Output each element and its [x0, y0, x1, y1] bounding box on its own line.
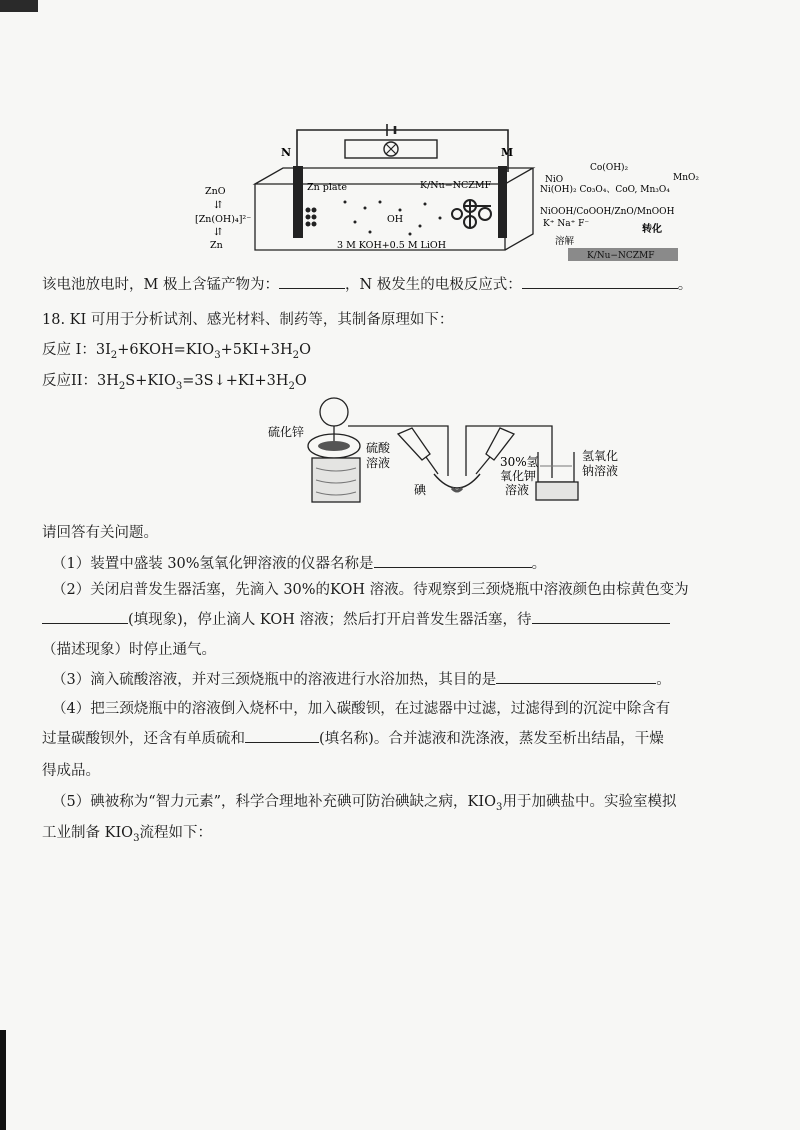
oh-label: OH [387, 214, 404, 225]
zn-dots [306, 208, 317, 227]
electrolyte-label: 3 M KOH+0.5 M LiOH [337, 240, 446, 251]
scan-edge-mark [0, 1030, 6, 1130]
naoh-label-1: 氢氧化 [582, 449, 619, 463]
q18-part5-b: 工业制备 $KIO_3$流程如下： [42, 825, 213, 844]
svg-text:⇵: ⇵ [214, 200, 223, 211]
left-zno: ZnO [205, 186, 226, 197]
q18-part2-c: （描述现象）时停止通气。 [42, 642, 216, 658]
zn-electrode [293, 166, 303, 238]
q18-part5-a: （5）碘被称为“智力元素”，科学合理地补充碘可防治碘缺之病，$KIO_3$用于加碘盐中。实验室模拟 [52, 794, 677, 813]
battery-diagram [195, 122, 710, 272]
knu-label: K/Nu−NCZMF [420, 180, 492, 191]
right-rongjie: 溶解 [555, 236, 575, 247]
answer-blank [42, 609, 128, 624]
catalyst-structure [452, 200, 491, 228]
q17-tail-line: 该电池放电时，M 极上含锰产物为： ，N 极发生的电极反应式： 。 [42, 273, 692, 294]
right-mno2: MnO₂ [673, 173, 699, 183]
zns-label: 硫化锌 [268, 425, 305, 439]
q18-part2-b: (填现象)，停止滴人 KOH 溶液；然后打开启普发生器活塞，待 [42, 608, 670, 629]
reaction-1: 反应 I：$3I_2+6KOH=KIO_3+5KI+3H_2O$ [42, 342, 311, 361]
beaker [538, 452, 574, 482]
q18-part1: （1）装置中盛装 30%氢氧化钾溶液的仪器名称是 。 [52, 552, 546, 573]
answer-blank [279, 274, 345, 289]
answer-blank [245, 728, 319, 743]
h2so4-label-1: 硫酸 [366, 441, 391, 455]
q18-intro: 18. KI 可用于分析试剂、感光材料、制药等，其制备原理如下： [42, 312, 454, 328]
q18-part4-a: （4）把三颈烧瓶中的溶液倒入烧杯中，加入碳酸钡，在过滤器中过滤，过滤得到的沉淀中除含有 [52, 701, 671, 717]
answer-blank [496, 669, 656, 684]
wood-block-right [536, 482, 578, 500]
right-bottom: K/Nu−NCZMF [587, 251, 655, 261]
reaction-2: 反应II：$3H_2S+KIO_3=3S↓+KI+3H_2O$ [42, 373, 307, 392]
label-n: N [281, 146, 292, 159]
circuit-wire [297, 130, 508, 172]
koh-label-1: 30%氢 [500, 455, 539, 469]
scan-edge-mark [0, 0, 38, 12]
label-m: M [501, 146, 514, 159]
kipp-top-bulb [320, 398, 348, 426]
funnel-left [398, 428, 430, 460]
right-nio: NiO [545, 175, 564, 185]
q18-part2-a: （2）关闭启普发生器活塞，先滴入 30%的KOH 溶液。待观察到三颈烧瓶中溶液颜色由棕黄色变为 [52, 582, 689, 598]
right-row2: Ni(OH)₂ Co₃O₄、CoO, Mn₃O₄ [540, 185, 670, 195]
naoh-label-2: 钠溶液 [582, 464, 619, 478]
answer-blank [522, 274, 678, 289]
right-ions: K⁺ Na⁺ F⁻ [543, 219, 590, 229]
q18-part4-b: 过量碳酸钡外，还含有单质硫和 (填名称)。合并滤液和洗涤液，蒸发至析出结晶，干燥 [42, 727, 664, 748]
apparatus-diagram [262, 390, 652, 508]
ask-line: 请回答有关问题。 [42, 525, 158, 541]
right-row3: NiOOH/CoOOH/ZnO/MnOOH [540, 207, 675, 217]
gas-tube [348, 426, 448, 460]
koh-label-3: 溶液 [505, 483, 530, 497]
koh-label-2: 氧化钾 [500, 469, 537, 483]
q18-part4-d: 得成品。 [42, 763, 100, 779]
right-zhuanhua: 转化 [642, 224, 662, 235]
answer-blank [532, 609, 670, 624]
zn-plate-label: Zn plate [307, 182, 347, 193]
left-zn: Zn [210, 240, 223, 251]
h2so4-label-2: 溶液 [366, 456, 391, 470]
right-cooh2: Co(OH)₂ [590, 163, 629, 173]
answer-blank [374, 553, 532, 568]
q18-part3: （3）滴入硫酸溶液，并对三颈烧瓶中的溶液进行水浴加热，其目的是 。 [52, 668, 671, 689]
three-neck-flask [434, 474, 480, 488]
svg-text:⇵: ⇵ [214, 227, 223, 238]
m-electrode [498, 166, 507, 238]
iodine-label: 碘 [414, 483, 427, 497]
left-znoh: [Zn(OH)₄]²⁻ [195, 214, 252, 225]
